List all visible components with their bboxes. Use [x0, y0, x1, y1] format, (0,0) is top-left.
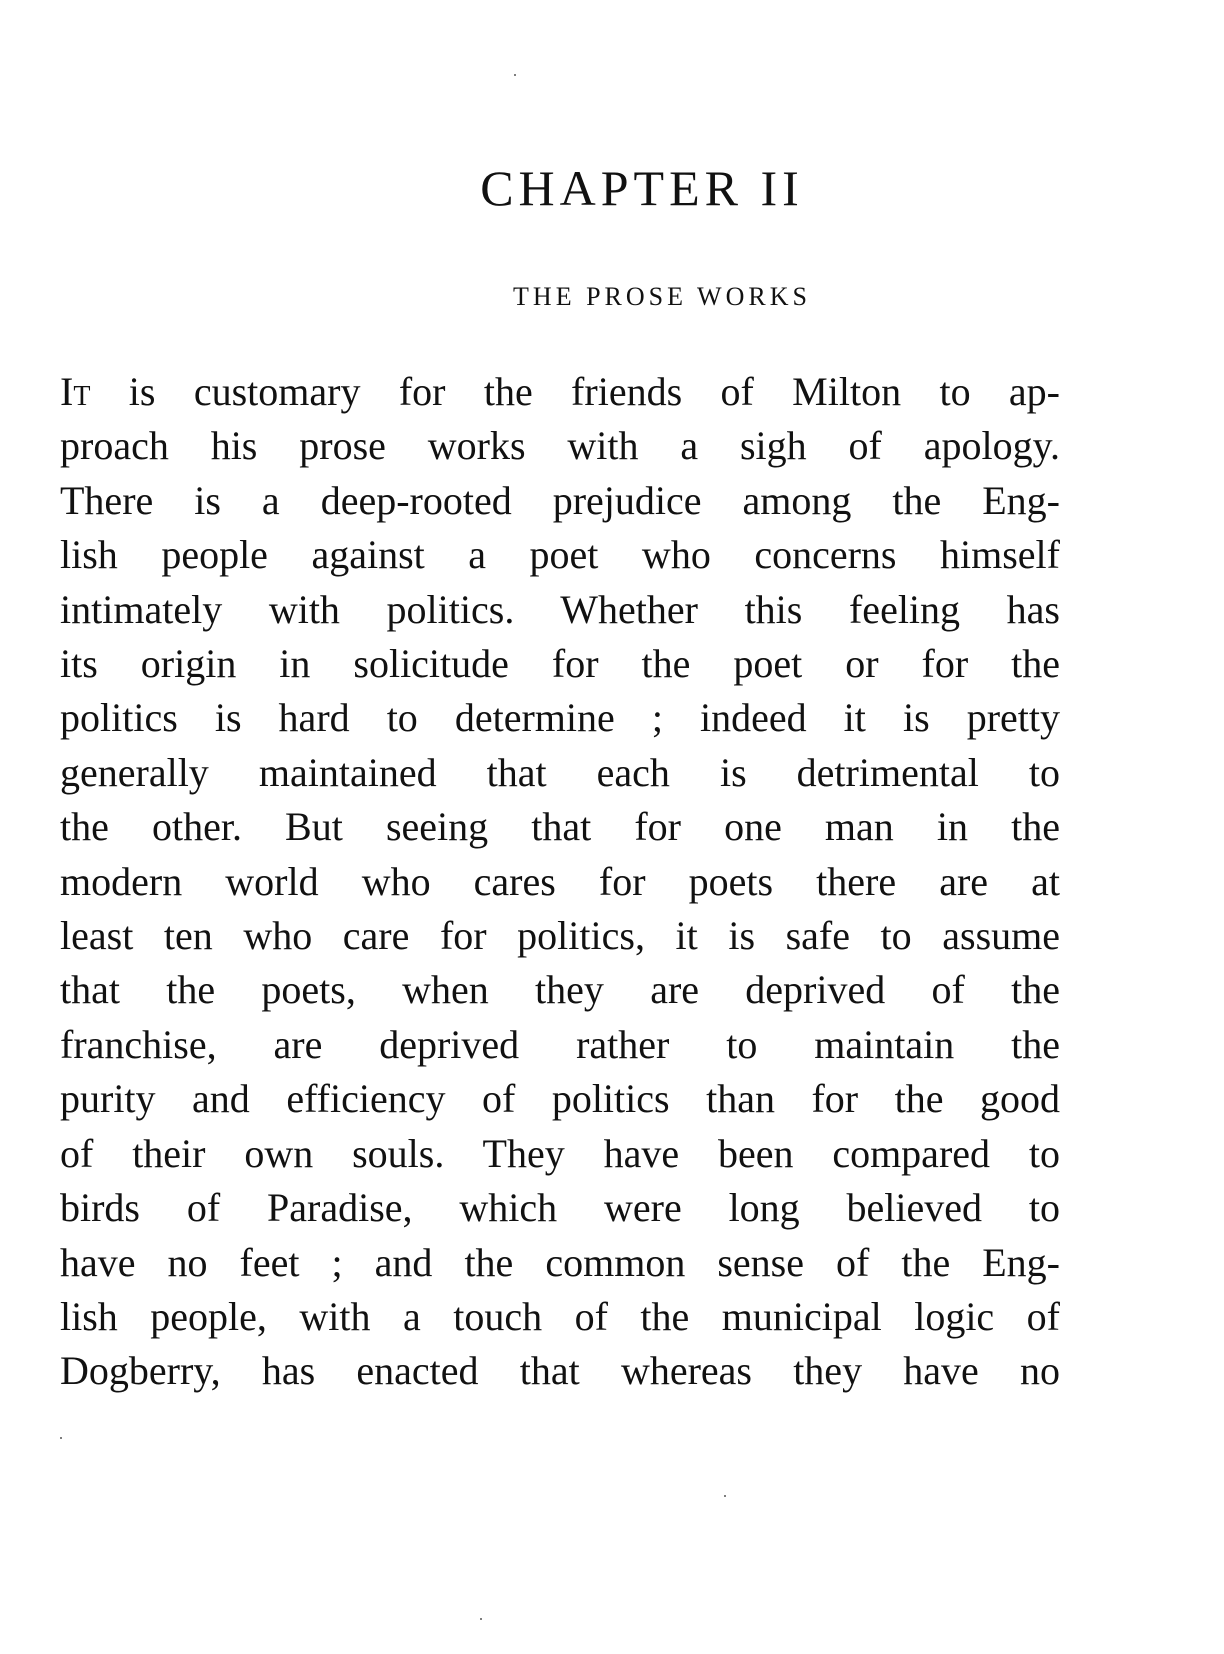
text-line: purity and efficiency of politics than for the good — [60, 1076, 1060, 1122]
scan-speck — [724, 1495, 726, 1497]
text-line: least ten who care for politics, it is safe to assume — [60, 913, 1060, 959]
text-line — [60, 365, 1060, 419]
chapter-title: CHAPTER II — [480, 160, 804, 216]
text-line: Dogberry, has enacted that whereas they have no — [60, 1348, 1060, 1394]
drop-word: It — [60, 369, 91, 414]
text-line: generally maintained that each is detrimental to — [60, 749, 1060, 795]
text-line: intimately with politics. Whether this feeling has — [60, 586, 1060, 632]
text-line: the other. But seeing that for one man in the — [60, 804, 1060, 850]
text-line: There is a deep-rooted prejudice among the Eng- — [60, 477, 1060, 523]
text-line: politics is hard to determine ; indeed it is pretty — [60, 695, 1060, 741]
text-line: its origin in solicitude for the poet or for the — [60, 641, 1060, 687]
text-line: proach his prose works with a sigh of apology. — [60, 423, 1060, 469]
body-paragraph — [60, 365, 1060, 1399]
text-line: birds of Paradise, which were long believed to — [60, 1185, 1060, 1231]
text-line: lish people against a poet who concerns himself — [60, 532, 1060, 578]
text-line-content: is customary for the friends of Milton to ap- — [90, 369, 1060, 414]
text-line: of their own souls. They have been compared to — [60, 1130, 1060, 1176]
text-line: modern world who cares for poets there are at — [60, 858, 1060, 904]
text-line: franchise, are deprived rather to maintain the — [60, 1021, 1060, 1067]
text-line: have no feet ; and the common sense of the Eng- — [60, 1239, 1060, 1285]
section-title: THE PROSE WORKS — [513, 282, 811, 311]
text-line: lish people, with a touch of the municipal logic of — [60, 1293, 1060, 1339]
scan-speck — [60, 1437, 62, 1439]
text-line: that the poets, when they are deprived of the — [60, 967, 1060, 1013]
scan-speck — [480, 1618, 482, 1620]
scan-speck — [514, 74, 516, 76]
